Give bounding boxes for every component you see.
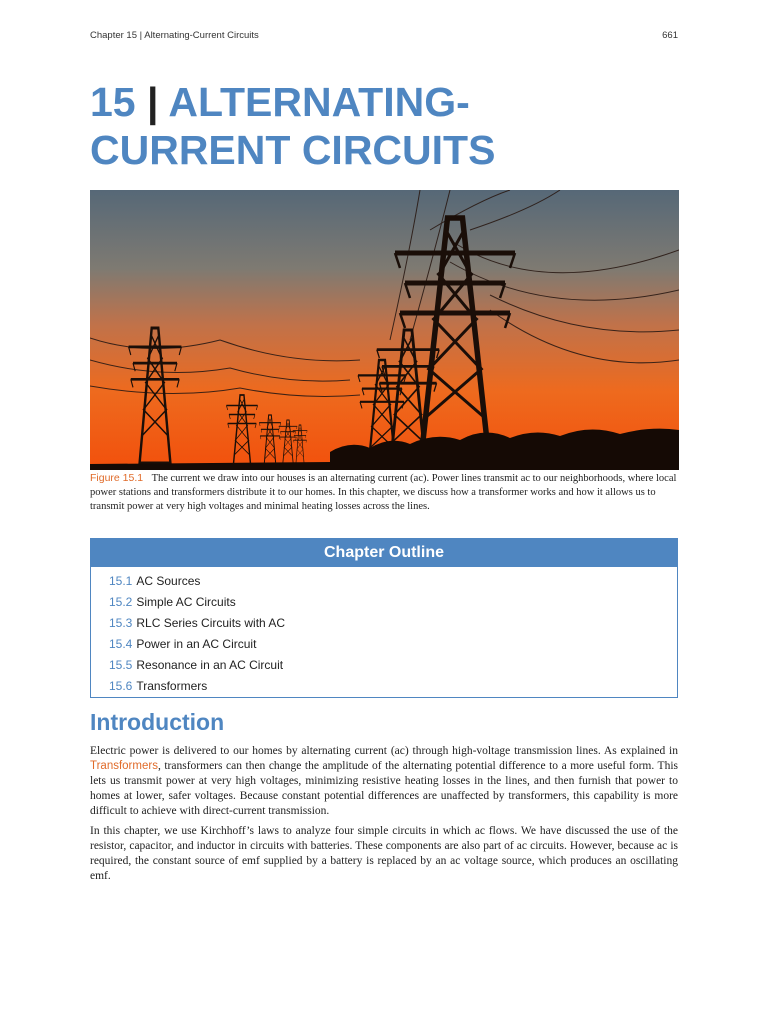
- outline-section-number[interactable]: 15.5: [109, 658, 133, 672]
- power-lines-sunset-image: [90, 190, 679, 470]
- outline-section-title: Simple AC Circuits: [136, 595, 236, 609]
- outline-section-title: Transformers: [136, 679, 208, 693]
- introduction-paragraph-2: In this chapter, we use Kirchhoff’s laws to analyze four simple circuits in which ac flows. We have discussed the use of the resistor, capacitor, and inductor in circuits with batteries. These components are also part of ac circuits. However, because ac is required, the constant source of emf supplied by a battery is replaced by an ac voltage source, which produces an oscillating emf.: [90, 825, 678, 882]
- outline-item[interactable]: [109, 634, 677, 655]
- outline-item[interactable]: [109, 613, 677, 634]
- chapter-opening-figure: [90, 190, 679, 470]
- outline-section-title: RLC Series Circuits with AC: [136, 616, 286, 630]
- chapter-title-line1: ALTERNATING-: [168, 79, 470, 125]
- outline-section-number[interactable]: 15.1: [109, 574, 133, 588]
- chapter-number: 15: [90, 79, 136, 125]
- running-header: [90, 30, 678, 41]
- chapter-outline-heading: Chapter Outline: [91, 539, 677, 567]
- figure-caption-text: The current we draw into our houses is an alternating current (ac). Power lines transmit ac to our neighborhoods, where local power stations and transformers distribute it to our homes. In this chapter, we discuss how a transformer works and how it allows us to transmit power at very high voltages and minimal heating losses across the lines.: [90, 473, 677, 512]
- running-title: Chapter 15 | Alternating-Current Circuits: [90, 30, 259, 41]
- outline-section-title: Resonance in an AC Circuit: [136, 658, 284, 672]
- introduction-heading: Introduction: [90, 709, 225, 735]
- paragraph-text: Electric power is delivered to our homes by alternating current (ac) through high-voltage transmission lines. As explained in: [90, 745, 678, 757]
- title-separator: |: [147, 79, 159, 125]
- introduction-paragraph-1: [90, 744, 678, 819]
- chapter-title-line2: CURRENT CIRCUITS: [90, 127, 496, 173]
- outline-item[interactable]: [109, 592, 677, 613]
- chapter-title: [90, 78, 690, 174]
- page-number: 661: [662, 30, 678, 41]
- chapter-outline-box: [90, 538, 678, 698]
- outline-section-title: AC Sources: [136, 574, 201, 588]
- paragraph-text: , transformers can then change the amplitude of the alternating potential difference to a more useful form. This lets us transmit power at very high voltages, minimizing resistive heating losses in the lines, and then furnish that power to homes at lower, safer voltages. Because constant potential differences are unaffected by transformers, this capability is more difficult to achieve with direct-current transmission.: [90, 760, 678, 817]
- outline-section-number[interactable]: 15.6: [109, 679, 133, 693]
- chapter-outline-list: [91, 567, 677, 697]
- outline-section-number[interactable]: 15.3: [109, 616, 133, 630]
- outline-item[interactable]: [109, 676, 677, 697]
- outline-section-title: Power in an AC Circuit: [136, 637, 257, 651]
- figure-label: Figure 15.1: [90, 472, 144, 484]
- outline-item[interactable]: [109, 655, 677, 676]
- outline-item[interactable]: [109, 571, 677, 592]
- transformers-link[interactable]: Transformers: [90, 760, 158, 772]
- figure-caption: [90, 471, 678, 514]
- outline-section-number[interactable]: 15.2: [109, 595, 133, 609]
- outline-section-number[interactable]: 15.4: [109, 637, 133, 651]
